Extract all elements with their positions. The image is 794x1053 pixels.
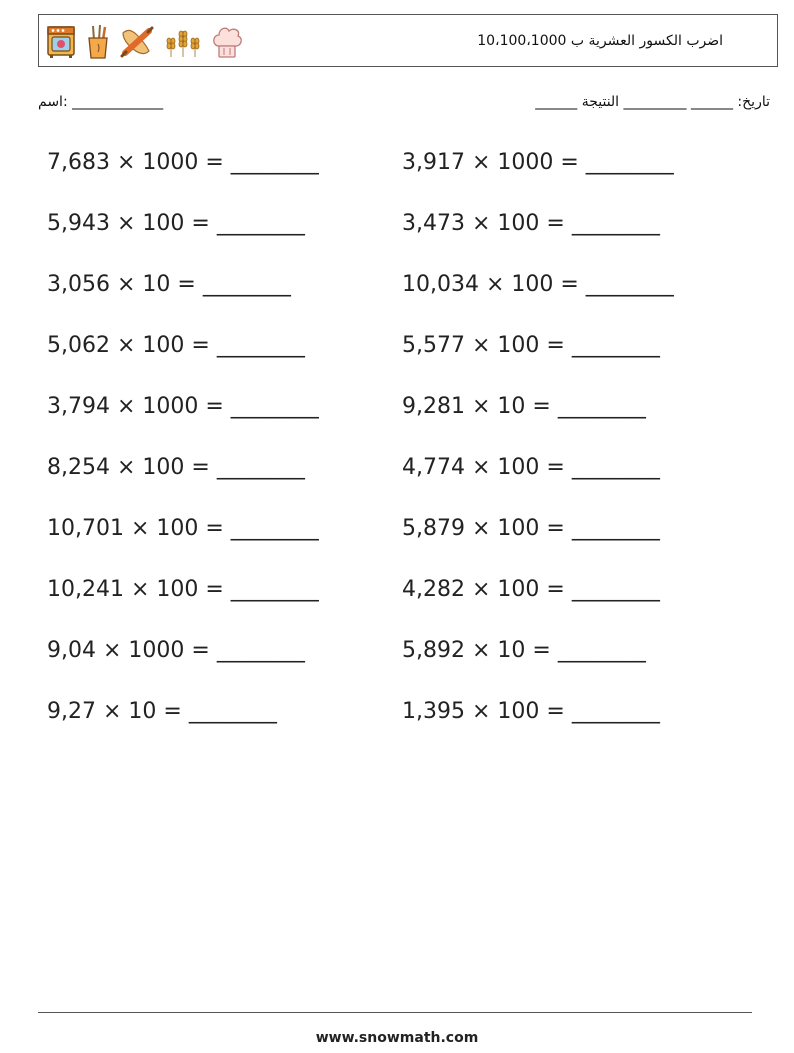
problem-1: 7,683 × 1000 = ________ xyxy=(47,150,319,175)
header-icons xyxy=(45,23,243,61)
problem-10: 9,281 × 10 = ________ xyxy=(402,394,646,419)
problem-15: 10,241 × 100 = ________ xyxy=(47,577,319,602)
problem-13: 10,701 × 100 = ________ xyxy=(47,516,319,541)
problem-6: 10,034 × 100 = ________ xyxy=(402,272,674,297)
problem-5: 3,056 × 10 = ________ xyxy=(47,272,291,297)
problem-17: 9,04 × 1000 = ________ xyxy=(47,638,305,663)
wheat-icon xyxy=(163,25,203,59)
problem-2: 3,917 × 1000 = ________ xyxy=(402,150,674,175)
problem-12: 4,774 × 100 = ________ xyxy=(402,455,660,480)
problem-8: 5,577 × 100 = ________ xyxy=(402,333,660,358)
problem-16: 4,282 × 100 = ________ xyxy=(402,577,660,602)
problem-18: 5,892 × 10 = ________ xyxy=(402,638,646,663)
date-score-field[interactable]: تاريخ: ______ _________ النتيجة ______ xyxy=(535,94,770,110)
worksheet-header xyxy=(38,14,778,67)
problem-19: 9,27 × 10 = ________ xyxy=(47,699,277,724)
kitchen-utensils-icon xyxy=(85,24,111,60)
rolling-pin-icon xyxy=(119,25,155,59)
problem-7: 5,062 × 100 = ________ xyxy=(47,333,305,358)
footer-divider xyxy=(38,1012,752,1013)
oven-icon xyxy=(45,25,77,59)
problem-9: 3,794 × 1000 = ________ xyxy=(47,394,319,419)
problem-14: 5,879 × 100 = ________ xyxy=(402,516,660,541)
chef-hat-icon xyxy=(211,24,243,60)
problem-3: 5,943 × 100 = ________ xyxy=(47,211,305,236)
problem-20: 1,395 × 100 = ________ xyxy=(402,699,660,724)
problem-grid xyxy=(47,146,757,756)
problem-11: 8,254 × 100 = ________ xyxy=(47,455,305,480)
footer-url[interactable]: www.snowmath.com xyxy=(315,1030,479,1046)
problem-4: 3,473 × 100 = ________ xyxy=(402,211,660,236)
name-field[interactable]: اسم: _____________ xyxy=(38,94,164,110)
worksheet-title: اضرب الكسور العشرية ب 10،100،1000 xyxy=(477,33,723,49)
